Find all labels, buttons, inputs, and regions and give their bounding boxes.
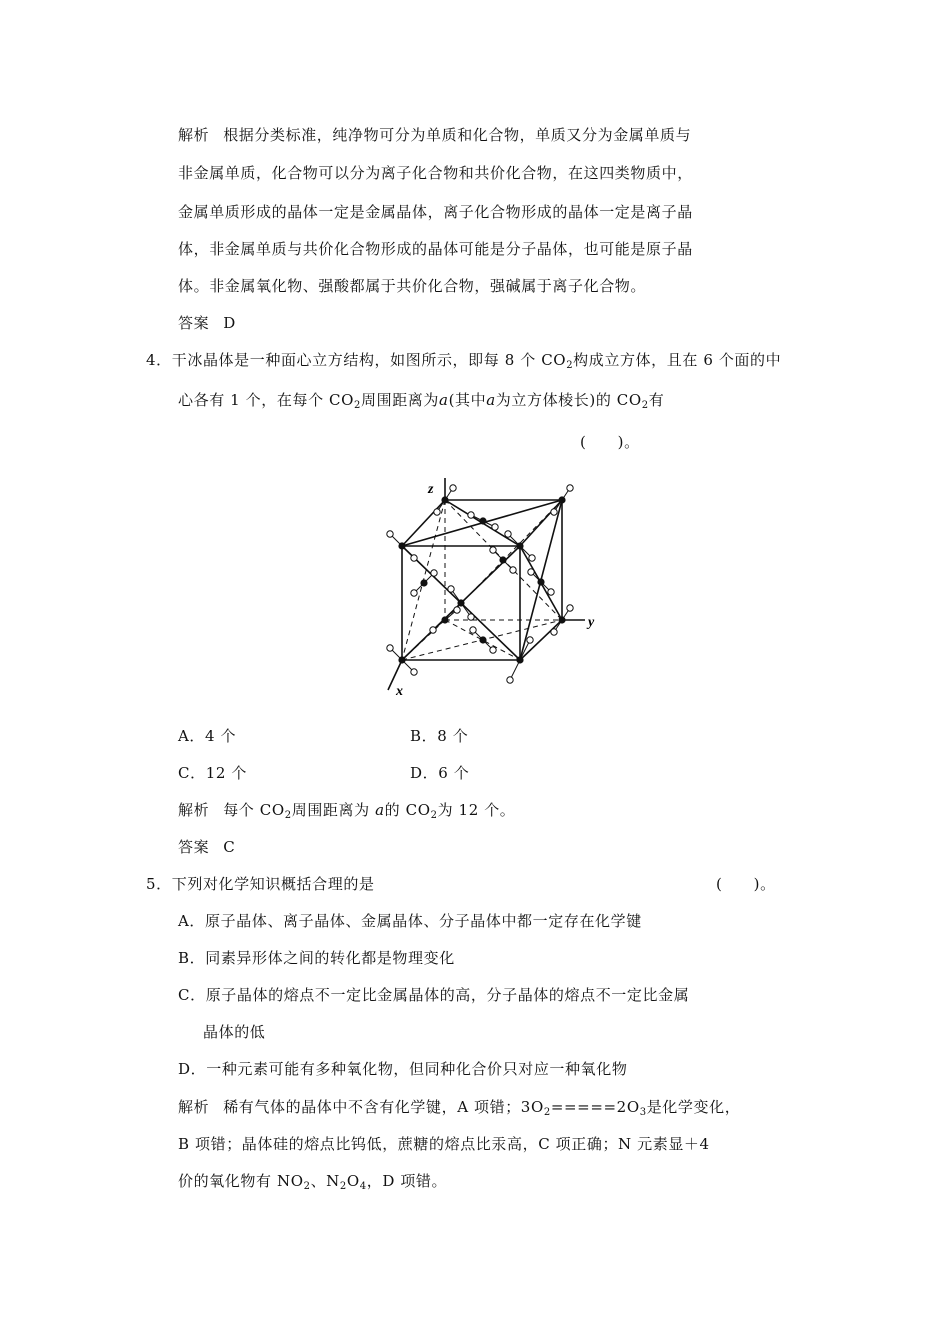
axis-label-x: x (396, 684, 403, 699)
oxygen-atom (468, 512, 474, 518)
axis-label-y: y (588, 615, 595, 630)
carbon-atom (516, 656, 523, 663)
q4-analysis: 解析 每个 $CO_2$周围距离为 a的 $CO_2$为 12 个。 (178, 801, 516, 821)
axis-label-z: z (428, 482, 434, 497)
q4-option-b: B．8 个 (410, 727, 469, 745)
oxygen-atom (411, 555, 417, 561)
q3-answer-label: 答案 (178, 314, 210, 332)
carbon-atom (479, 517, 486, 524)
oxygen-atom (470, 627, 476, 633)
oxygen-atom (529, 555, 535, 561)
oxygen-atom (507, 677, 513, 683)
q3-analysis-line-3: 金属单质形成的晶体一定是金属晶体，离子化合物形成的晶体一定是离子晶 (178, 203, 693, 221)
oxygen-atom (505, 531, 511, 537)
q5-analysis-label: 解析 (178, 1098, 210, 1116)
oxygen-atom (430, 627, 436, 633)
oxygen-atom (448, 586, 454, 592)
carbon-atom (499, 556, 506, 563)
carbon-atom (537, 578, 544, 585)
q4-answer (178, 837, 235, 857)
q4-number: 4． (146, 351, 172, 369)
q3-analysis-line-1: 解析 根据分类标准，纯净物可分为单质和化合物，单质又分为金属单质与 (178, 126, 692, 144)
oxygen-atom (454, 607, 460, 613)
oxygen-atom (411, 590, 417, 596)
q4-stem-line-1: 4．干冰晶体是一种面心立方结构，如图所示，即每 8 个 $CO_2$构成立方体，且在 6 个面的中 (146, 351, 782, 371)
q4-answer-label: 答案 (178, 838, 210, 856)
q5-analysis-line-2: B 项错；晶体硅的熔点比钨低，蔗糖的熔点比汞高，C 项正确；N 元素显＋4 (178, 1135, 710, 1153)
q4-answer-blank: ( )。 (580, 433, 640, 451)
carbon-atom (457, 599, 464, 606)
carbon-atom (420, 579, 427, 586)
q4-answer-value: C (223, 838, 236, 856)
carbon-atom (558, 616, 565, 623)
cube-edge (520, 620, 562, 660)
carbon-atom (398, 542, 405, 549)
oxygen-atom (551, 629, 557, 635)
oxygen-atom (527, 637, 533, 643)
oxygen-atom (528, 569, 534, 575)
q4-option-a: A．4 个 (178, 727, 237, 745)
carbon-atom (398, 656, 405, 663)
q5-analysis-line-3: 价的氧化物有 $NO_2$、$N_2O_4$，D 项错。 (178, 1172, 448, 1192)
oxygen-atom (434, 509, 440, 515)
oxygen-atom (387, 531, 393, 537)
oxygen-atom (548, 589, 554, 595)
q5-option-d: D．一种元素可能有多种氧化物，但同种化合价只对应一种氧化物 (178, 1060, 628, 1078)
q5-option-a: A．原子晶体、离子晶体、金属晶体、分子晶体中都一定存在化学键 (178, 912, 642, 930)
oxygen-atom (510, 567, 516, 573)
carbon-atom (558, 496, 565, 503)
q3-analysis-label: 解析 (178, 126, 210, 144)
q3-analysis-line-4: 体，非金属单质与共价化合物形成的晶体可能是分子晶体，也可能是原子晶 (178, 240, 693, 258)
oxygen-atom (551, 509, 557, 515)
oxygen-atom (411, 669, 417, 675)
carbon-atom (441, 496, 448, 503)
q4-analysis-label: 解析 (178, 801, 210, 819)
q5-option-c: C．原子晶体的熔点不一定比金属晶体的高，分子晶体的熔点不一定比金属 (178, 986, 690, 1004)
q5-answer-blank: ( )。 (716, 875, 776, 893)
carbon-atom (441, 616, 448, 623)
q3-analysis-line-2: 非金属单质，化合物可以分为离子化合物和共价化合物，在这四类物质中， (178, 164, 693, 182)
oxygen-atom (468, 614, 474, 620)
q3-answer-value: D (223, 314, 236, 332)
q5-option-c-continued: 晶体的低 (203, 1023, 266, 1041)
carbon-atom (479, 636, 486, 643)
carbon-atom (516, 542, 523, 549)
q5-stem: 5．下列对化学知识概括合理的是 (146, 875, 375, 893)
q5-analysis-line-1: 解析 稀有气体的晶体中不含有化学键，A 项错；$3O_2=====2O_3$是化学变化， (178, 1098, 741, 1118)
q5-option-b: B．同素异形体之间的转化都是物理变化 (178, 949, 455, 967)
oxygen-atom (567, 485, 573, 491)
oxygen-atom (490, 547, 496, 553)
q3-analysis-line-5: 体。非金属氧化物、强酸都属于共价化合物，强碱属于离子化合物。 (178, 277, 647, 295)
q4-option-d: D．6 个 (410, 764, 470, 782)
oxygen-atom (431, 570, 437, 576)
oxygen-atom (492, 524, 498, 530)
q3-answer (178, 313, 236, 333)
q4-stem-line-2: 心各有 1 个，在每个 $CO_2$周围距离为a(其中a为立方体棱长)的 $CO_2$有 (178, 391, 665, 411)
oxygen-atom (450, 485, 456, 491)
oxygen-atom (387, 645, 393, 651)
oxygen-atom (490, 647, 496, 653)
q5-number: 5． (146, 875, 172, 893)
dry-ice-crystal-figure (378, 468, 598, 704)
oxygen-atom (567, 605, 573, 611)
q4-option-c: C．12 个 (178, 764, 247, 782)
